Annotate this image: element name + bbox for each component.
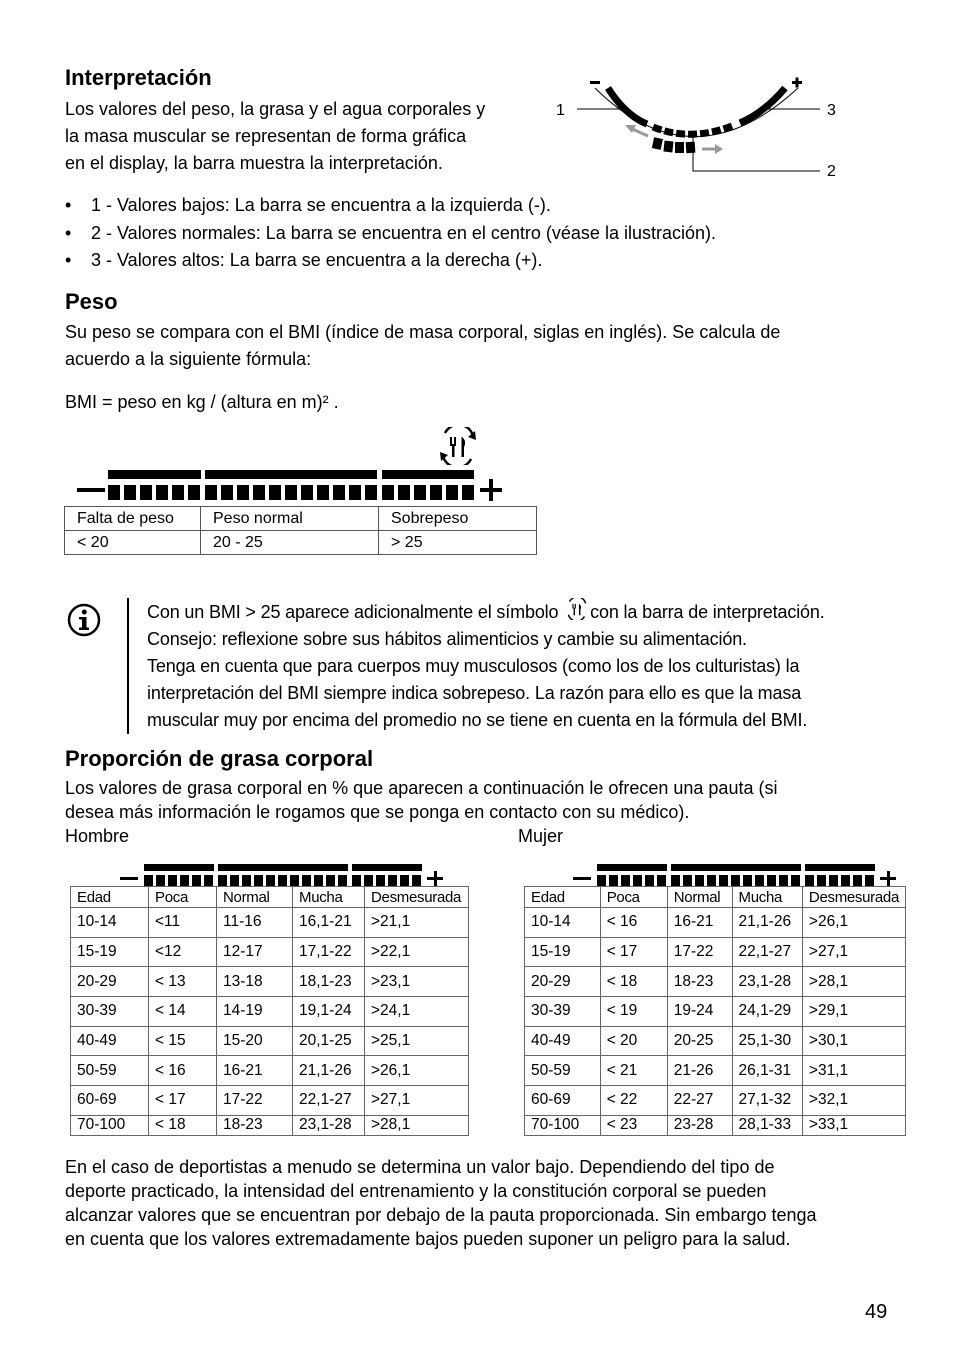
table-row: Edad Poca Normal Mucha Desmesurada [525, 887, 906, 908]
right-arrow-icon [702, 144, 723, 154]
info-icon [66, 602, 102, 638]
table-row: 40-49 < 15 15-20 20,1-25 >25,1 [71, 1026, 469, 1056]
table-row: Edad Poca Normal Mucha Desmesurada [71, 887, 469, 908]
bmi-bar [72, 470, 512, 502]
table-row: 70-100 < 23 23-28 28,1-33 >33,1 [525, 1115, 906, 1135]
info-divider [127, 598, 129, 734]
table-row: 30-39 < 14 14-19 19,1-24 >24,1 [71, 997, 469, 1027]
page-number: 49 [865, 1301, 888, 1323]
diagram-label-1: 1 [556, 102, 565, 119]
table-row: 20-29 < 13 13-18 18,1-23 >23,1 [71, 967, 469, 997]
hombre-fat-bar [118, 864, 448, 888]
table-row: Falta de peso Peso normal Sobrepeso [65, 507, 537, 531]
list-item: • 1 - Valores bajos: La barra se encuentra a la izquierda (-). [65, 192, 885, 220]
diagram-label-3: 3 [827, 102, 836, 119]
interpretation-arc-diagram [550, 70, 850, 185]
hombre-fat-table [70, 886, 469, 1136]
fork-knife-icon [565, 598, 589, 620]
section-title-interpretacion: Interpretación [65, 65, 212, 90]
mujer-label: Mujer [518, 826, 564, 846]
table-row: 40-49 < 20 20-25 25,1-30 >30,1 [525, 1026, 906, 1056]
minus-sign [590, 81, 600, 84]
interpretation-bullet-list [65, 192, 885, 275]
mujer-fat-table [524, 886, 906, 1136]
diagram-label-2: 2 [827, 163, 836, 180]
bmi-table [64, 506, 537, 555]
bar-minus-sign [77, 488, 105, 492]
table-row: 60-69 < 22 22-27 27,1-32 >32,1 [525, 1086, 906, 1116]
table-row: 10-14 <11 11-16 16,1-21 >21,1 [71, 908, 469, 938]
interpretacion-paragraph: Los valores del peso, la grasa y el agua corporales y la masa muscular se representan de forma gráfica en el display, la barra muestra la interpretación. [65, 99, 486, 173]
bmi-formula: BMI = peso en kg / (altura en m)² . [65, 392, 339, 412]
list-item: • 3 - Valores altos: La barra se encuentra a la derecha (+). [65, 247, 885, 275]
table-row: 30-39 < 19 19-24 24,1-29 >29,1 [525, 997, 906, 1027]
plus-sign [792, 78, 802, 88]
mujer-fat-bar [571, 864, 901, 888]
table-row: 15-19 <12 12-17 17,1-22 >22,1 [71, 937, 469, 967]
table-row: 60-69 < 17 17-22 22,1-27 >27,1 [71, 1086, 469, 1116]
arc-bar-blocks [652, 137, 696, 153]
table-row: 50-59 < 21 21-26 26,1-31 >31,1 [525, 1056, 906, 1086]
table-row: 10-14 < 16 16-21 21,1-26 >26,1 [525, 908, 906, 938]
peso-paragraph: Su peso se compara con el BMI (índice de masa corporal, siglas en inglés). Se calcula de acuerdo a la siguiente fórmula: [65, 322, 781, 369]
table-row: 15-19 < 17 17-22 22,1-27 >27,1 [525, 937, 906, 967]
list-item: • 2 - Valores normales: La barra se encuentra en el centro (véase la ilustración). [65, 220, 885, 248]
table-row: 70-100 < 18 18-23 23,1-28 >28,1 [71, 1115, 469, 1135]
fork-knife-icon [437, 427, 479, 465]
table-row: 50-59 < 16 16-21 21,1-26 >26,1 [71, 1056, 469, 1086]
section-title-peso: Peso [65, 289, 118, 314]
section-title-grasa: Proporción de grasa corporal [65, 746, 374, 771]
info-note-text: Con un BMI > 25 aparece adicionalmente el símbolo con la barra de interpretación. Consejo: reflexione sobre sus hábitos alimenticios y cambie su alimentación. Tenga en cuenta que para cuerpos muy musculosos (como los de los culturistas) la interpretación del BMI siempre indica sobrepeso. La razón para ello es que la masa muscular muy por encima del promedio no se tiene en cuenta en la fórmula del BMI. [147, 598, 937, 734]
grasa-footer-paragraph: En el caso de deportistas a menudo se determina un valor bajo. Dependiendo del tipo de deporte practicado, la intensidad del entrenamiento y la constitución corporal se pueden alcanzar valores que se encuentran por debajo de la pauta proporcionada. Sin embargo tenga en cuenta que los valores extremadamente bajos pueden suponer un peligro para la salud. [65, 1157, 817, 1249]
table-row: < 20 20 - 25 > 25 [65, 531, 537, 555]
hombre-label: Hombre [65, 826, 130, 846]
table-row: 20-29 < 18 18-23 23,1-28 >28,1 [525, 967, 906, 997]
grasa-paragraph: Los valores de grasa corporal en % que aparecen a continuación le ofrecen una pauta (si desea más información le rogamos que se ponga en contacto con su médico). [65, 778, 778, 822]
